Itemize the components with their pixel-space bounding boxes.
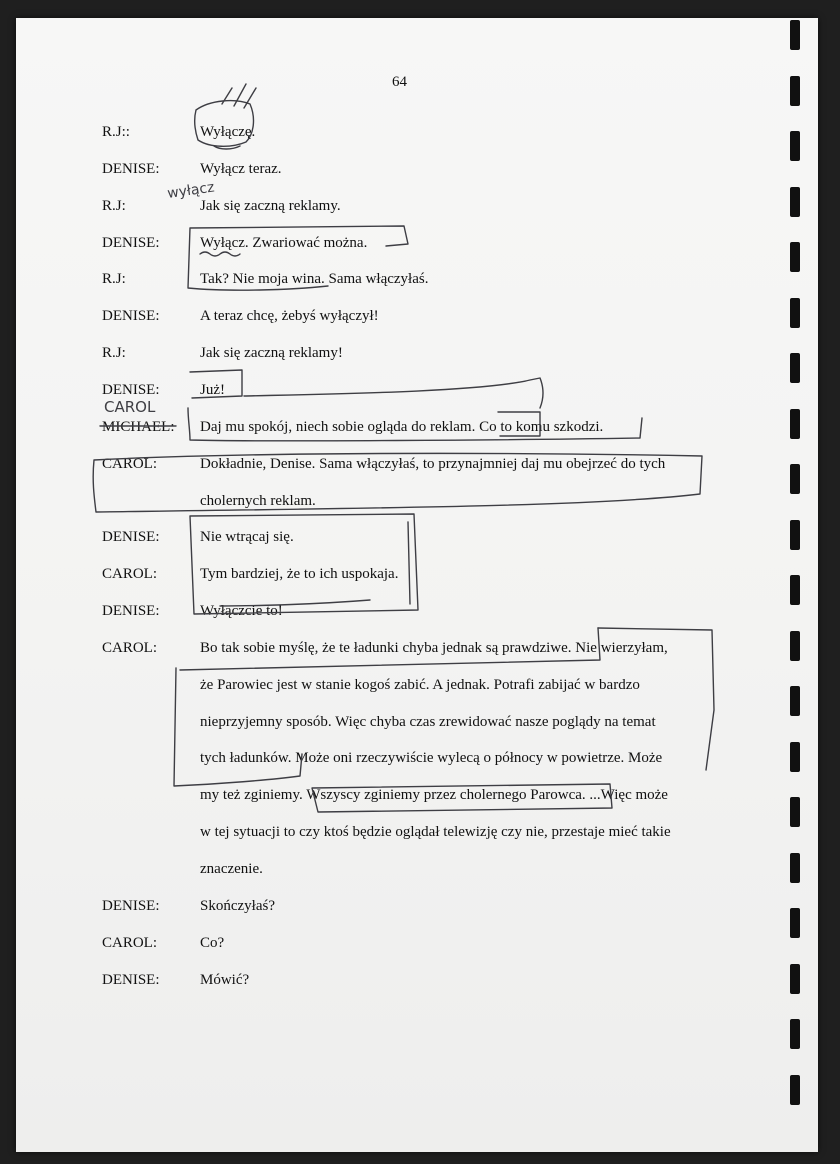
speaker-label: CAROL: — [102, 639, 158, 656]
speaker-label: DENISE: — [102, 529, 160, 546]
dialogue-line — [0, 454, 840, 474]
dialogue-line — [0, 527, 840, 547]
dialogue-line — [0, 159, 840, 179]
dialogue-text: Jak się zaczną reklamy. — [200, 197, 341, 214]
dialogue-text: my też zginiemy. Wszyscy zginiemy przez cholernego Parowca. ...Więc może — [200, 787, 668, 804]
speaker-label: DENISE: — [102, 381, 160, 398]
dialogue-text: Tak? Nie moja wina. Sama włączyłaś. — [200, 271, 429, 288]
dialogue-line — [0, 269, 840, 289]
dialogue-line — [0, 601, 840, 621]
dialogue-text: Daj mu spokój, niech sobie ogląda do reklam. Co to komu szkodzi. — [200, 418, 604, 435]
speaker-label: R.J:: — [102, 124, 130, 140]
dialogue-text: Wyłączcie to! — [200, 603, 283, 620]
dialogue-line — [0, 233, 840, 253]
dialogue-line — [0, 122, 840, 142]
dialogue-line — [0, 896, 840, 916]
speaker-label: CAROL: — [102, 934, 158, 951]
dialogue-text: Dokładnie, Denise. Sama włączyłaś, to przynajmniej daj mu obejrzeć do tych — [200, 455, 666, 472]
dialogue-text: Bo tak sobie myślę, że te ładunki chyba jednak są prawdziwe. Nie wierzyłam, — [200, 639, 668, 656]
dialogue-line — [0, 564, 840, 584]
dialogue-line — [0, 306, 840, 326]
dialogue-text: Nie wtrącaj się. — [200, 529, 294, 546]
margin-note-wylacz: wyłącz — [166, 179, 216, 202]
dialogue-line — [0, 638, 840, 658]
speaker-label: DENISE: — [102, 308, 160, 325]
speaker-label: DENISE: — [102, 897, 160, 914]
speaker-label: DENISE: — [102, 971, 160, 988]
dialogue-line — [0, 491, 840, 511]
dialogue-text: cholernych reklam. — [200, 492, 316, 509]
dialogue-text: Jak się zaczną reklamy! — [200, 345, 343, 362]
dialogue-text: Wyłącz teraz. — [200, 160, 282, 177]
dialogue-text: w tej sytuacji to czy ktoś będzie oglądał telewizję czy nie, przestaje mieć takie — [200, 824, 671, 841]
dialogue-line — [0, 822, 840, 842]
dialogue-text: Mówić? — [200, 971, 250, 988]
dialogue-text: nieprzyjemny sposób. Więc chyba czas zrewidować nasze poglądy na temat — [200, 713, 656, 730]
speaker-label: DENISE: — [102, 234, 160, 251]
dialogue-line — [0, 343, 840, 363]
dialogue-text: A teraz chcę, żebyś wyłączył! — [200, 308, 379, 325]
dialogue-line — [0, 933, 840, 953]
dialogue-line — [0, 785, 840, 805]
speaker-label: CAROL: — [102, 566, 158, 583]
speaker-label: DENISE: — [102, 160, 160, 177]
speaker-label: R.J: — [102, 271, 126, 288]
dialogue-text: Już! — [200, 381, 225, 398]
dialogue-text: tych ładunków. Może oni rzeczywiście wylecą o północy w powietrze. Może — [200, 750, 663, 767]
speaker-label: R.J: — [102, 345, 126, 362]
speaker-label: DENISE: — [102, 603, 160, 620]
dialogue-line — [0, 748, 840, 768]
dialogue-line — [0, 859, 840, 879]
speaker-label: R.J: — [102, 197, 126, 214]
speaker-label: CAROL: — [102, 455, 158, 472]
speaker-correction-carol: CAROL — [104, 398, 156, 416]
dialogue-text: Skończyłaś? — [200, 897, 275, 914]
dialogue-line — [0, 675, 840, 695]
dialogue-text: znaczenie. — [200, 861, 263, 877]
dialogue-text: Co? — [200, 934, 225, 951]
dialogue-line — [0, 196, 840, 216]
dialogue-line — [0, 712, 840, 732]
speaker-label: MICHAEL: — [102, 418, 175, 435]
dialogue-line — [0, 417, 840, 437]
dialogue-text: Tym bardziej, że to ich uspokaja. — [200, 566, 399, 583]
dialogue-line — [0, 380, 840, 400]
dialogue-text: że Parowiec jest w stanie kogoś zabić. A jednak. Potrafi zabijać w bardzo — [200, 676, 640, 693]
page-number: 64 — [392, 74, 407, 90]
dialogue-text: Wyłącz. Zwariować można. — [200, 234, 368, 251]
dialogue-line — [0, 970, 840, 990]
dialogue-text: Wyłączę. — [200, 124, 256, 140]
